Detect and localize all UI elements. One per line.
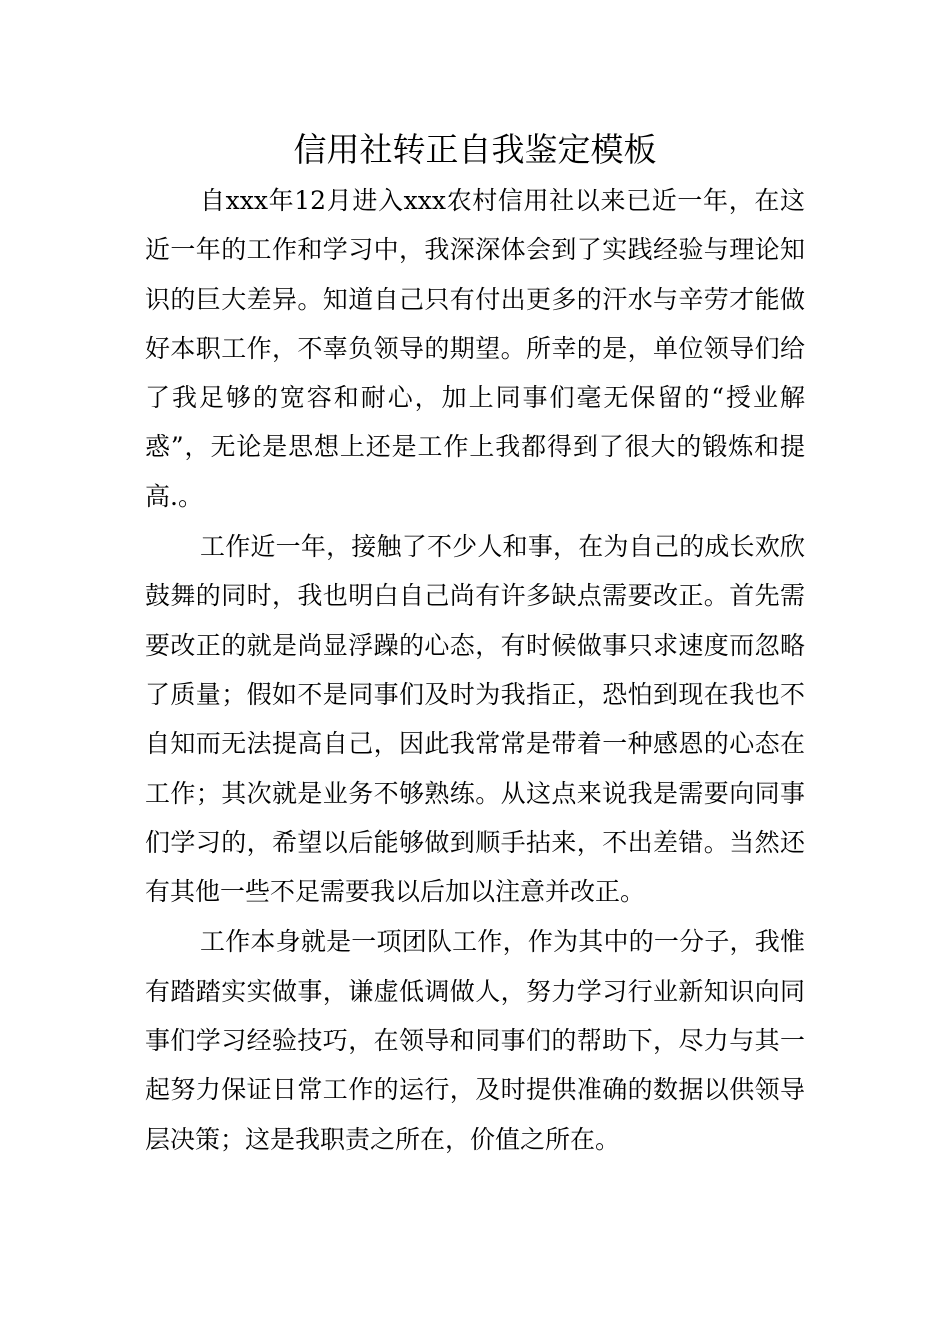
paragraph-1: 自xxx年12月进入xxx农村信用社以来已近一年，在这近一年的工作和学习中，我深深体会到了实践经验与理论知识的巨大差异。知道自己只有付出更多的汗水与辛劳才能做好本职工作，不辜负领导的期望。所幸的是，单位领导们给了我足够的宽容和耐心，加上同事们毫无保留的“授业解惑”，无论是思想上还是工作上我都得到了很大的锻炼和提高.。 [145, 186, 805, 511]
paragraph-2: 工作近一年，接触了不少人和事，在为自己的成长欢欣鼓舞的同时，我也明白自己尚有许多缺点需要改正。首先需要改正的就是尚显浮躁的心态，有时候做事只求速度而忽略了质量；假如不是同事们及时为我指正，恐怕到现在我也不自知而无法提高自己，因此我常常是带着一种感恩的心态在工作；其次就是业务不够熟练。从这点来说我是需要向同事们学习的，希望以后能够做到顺手拈来，不出差错。当然还有其他一些不足需要我以后加以注意并改正。 [145, 532, 805, 907]
document-body [145, 176, 805, 1164]
paragraph-3: 工作本身就是一项团队工作，作为其中的一分子，我惟有踏踏实实做事，谦虚低调做人，努力学习行业新知识向同事们学习经验技巧，在领导和同事们的帮助下，尽力与其一起努力保证日常工作的运行，及时提供准确的数据以供领导层决策；这是我职责之所在，价值之所在。 [145, 927, 805, 1154]
document-title: 信用社转正自我鉴定模板 [293, 130, 657, 169]
